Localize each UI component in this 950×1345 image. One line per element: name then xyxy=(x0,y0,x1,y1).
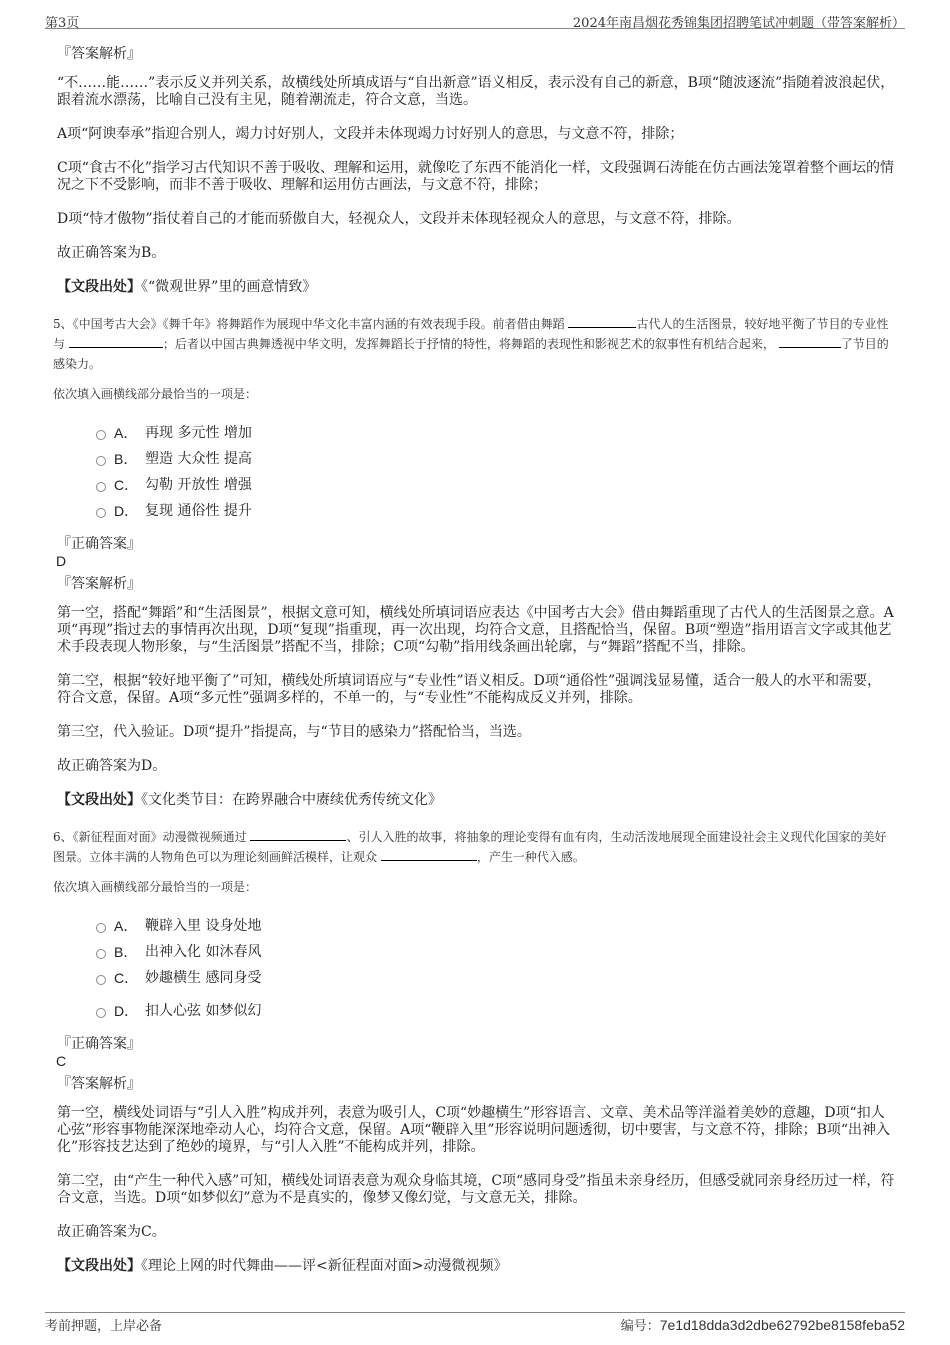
correct-answer-label: 『正确答案』 xyxy=(57,1036,141,1052)
q6-text-part: ，产生一种代入感。 xyxy=(476,850,585,864)
option-letter: A． xyxy=(114,425,138,441)
radio-button[interactable] xyxy=(96,430,106,440)
option-text: 塑造 大众性 提高 xyxy=(145,451,252,467)
document-title: 2024年南昌烟花秀锦集团招聘笔试冲刺题（带答案解析） xyxy=(572,16,905,31)
option-letter: B． xyxy=(114,451,138,467)
footer-slogan: 考前押题，上岸必备 xyxy=(45,1319,163,1334)
answer-blank xyxy=(779,334,841,348)
q6-text-part: 、引人入胜的故事，将抽象的理论变得有血有肉，生动活泼地展现全面建设社会主义现代化国家的美好图景。立体丰满的人物角色可以为理论刻画鲜活模样，让观众 xyxy=(53,830,887,864)
source-title: 《理论上网的时代舞曲——评<新征程面对面>动漫微视频》 xyxy=(141,1258,508,1274)
prev-analysis-paragraph: “不……能……”表示反义并列关系，故横线处所填成语与“自出新意”语义相反，表示没有自己的新意，B项“随波逐流”指随着波浪起伏，跟着流水漂荡，比喻自己没有主见，随着潮流走，符合文意，当选。 xyxy=(57,75,895,108)
correct-answer-value: D xyxy=(56,553,67,569)
option-text: 扣人心弦 如梦似幻 xyxy=(145,1003,262,1019)
question-6-prompt: 依次填入画横线部分最恰当的一项是： xyxy=(53,880,258,894)
q5-text-part: 古代人的生活图景，较好地平衡了节目的专业性与 xyxy=(53,317,889,351)
prev-analysis-label: 『答案解析』 xyxy=(57,46,141,62)
q5-text-part: ；后者以中国古典舞透视中华文明，发挥舞蹈长于抒情的特性，将舞蹈的表现性和影视艺术的叙事性有机结合起来， xyxy=(162,337,775,351)
analysis-label: 『答案解析』 xyxy=(57,576,141,592)
answer-blank xyxy=(250,827,346,841)
q5-text-part: 5、《中国考古大会》《舞千年》将舞蹈作为展现中华文化丰富内涵的有效表现手段。前者借由舞蹈 xyxy=(53,317,565,331)
radio-button[interactable] xyxy=(96,1008,106,1018)
question-5-text xyxy=(53,314,895,374)
option-letter: A． xyxy=(114,918,138,934)
option-text: 再现 多元性 增加 xyxy=(145,425,252,441)
page-number: 第3页 xyxy=(45,16,80,31)
option-letter: C． xyxy=(114,477,139,493)
prev-source xyxy=(57,279,895,296)
source-label: 【文段出处】 xyxy=(57,792,141,808)
source-label: 【文段出处】 xyxy=(57,279,141,295)
prev-analysis-paragraph: A项“阿谀奉承”指迎合别人，竭力讨好别人，文段并未体现竭力讨好别人的意思，与文意不符，排除； xyxy=(57,126,684,142)
option-d[interactable] xyxy=(96,502,895,528)
option-a[interactable] xyxy=(96,917,895,943)
option-text: 勾勒 开放性 增强 xyxy=(145,477,252,493)
source-label: 【文段出处】 xyxy=(57,1258,141,1274)
correct-answer-value: C xyxy=(56,1053,67,1069)
correct-answer-label: 『正确答案』 xyxy=(57,536,141,552)
option-letter: D． xyxy=(114,503,139,519)
answer-blank xyxy=(568,314,636,328)
analysis-conclusion: 故正确答案为C。 xyxy=(57,1224,166,1240)
analysis-conclusion: 故正确答案为D。 xyxy=(57,758,167,774)
option-a[interactable] xyxy=(96,424,895,450)
prev-analysis-paragraph: C项“食古不化”指学习古代知识不善于吸收、理解和运用，就像吃了东西不能消化一样，文段强调石涛能在仿古画法笼罩着整个画坛的情况之下不受影响，而非不善于吸收、理解和运用仿古画法，与文意不符，排除； xyxy=(57,160,895,193)
q6-text-part: 6、《新征程面对面》动漫微视频通过 xyxy=(53,830,247,844)
analysis-label: 『答案解析』 xyxy=(57,1076,141,1092)
analysis-paragraph: 第二空，由“产生一种代入感”可知，横线处词语表意为观众身临其境，C项“感同身受”指虽未亲身经历，但感受就同亲身经历过一样，符合文意，当选。D项“如梦似幻”意为不是真实的，像梦又像幻觉，与文意无关，排除。 xyxy=(57,1173,895,1206)
radio-button[interactable] xyxy=(96,482,106,492)
analysis-paragraph: 第一空，搭配“舞蹈”和“生活图景”，根据文意可知，横线处所填词语应表达《中国考古大会》借由舞蹈重现了古代人的生活图景之意。A项“再现”指过去的事情再次出现，D项“复现”指重现，再一次出现，均符合文意，且搭配恰当，保留。B项“塑造”指用语言文字或其他艺术手段表现人物形象，与“生活图景”搭配不当，排除；C项“勾勒”指用线条画出轮廓，与“舞蹈”搭配不当，排除。 xyxy=(57,605,894,655)
q6-source xyxy=(57,1258,895,1275)
analysis-paragraph: 第三空，代入验证。D项“提升”指提高，与“节目的感染力”搭配恰当，当选。 xyxy=(57,724,531,740)
radio-button[interactable] xyxy=(96,456,106,466)
source-title: 《文化类节目：在跨界融合中赓续优秀传统文化》 xyxy=(141,792,442,808)
code-label: 编号： xyxy=(620,1319,660,1334)
page-header xyxy=(45,9,905,29)
page-content xyxy=(53,46,895,1293)
option-text: 复现 通俗性 提升 xyxy=(145,503,252,519)
option-text: 鞭辟入里 设身处地 xyxy=(145,918,262,934)
prev-analysis-paragraph: D项“恃才傲物”指仗着自己的才能而骄傲自大，轻视众人，文段并未体现轻视众人的意思，与文意不符，排除。 xyxy=(57,211,741,227)
option-c[interactable] xyxy=(96,476,895,502)
option-text: 出神入化 如沐春风 xyxy=(145,944,262,960)
radio-button[interactable] xyxy=(96,508,106,518)
option-letter: B． xyxy=(114,944,138,960)
answer-blank xyxy=(69,334,163,348)
document-code xyxy=(621,1315,905,1334)
radio-button[interactable] xyxy=(96,949,106,959)
prev-conclusion: 故正确答案为B。 xyxy=(57,245,166,261)
option-text: 妙趣横生 感同身受 xyxy=(145,970,262,986)
question-5-prompt: 依次填入画横线部分最恰当的一项是： xyxy=(53,387,258,401)
option-b[interactable] xyxy=(96,943,895,969)
question-6-text xyxy=(53,827,895,867)
page-footer xyxy=(45,1312,905,1332)
question-6-options xyxy=(96,917,895,1028)
answer-blank xyxy=(381,847,477,861)
option-d[interactable] xyxy=(96,1002,895,1028)
option-c[interactable] xyxy=(96,969,895,995)
source-title: 《“微观世界”里的画意情致》 xyxy=(141,279,317,295)
q5-text-part: 了节目的感染力。 xyxy=(53,337,889,371)
radio-button[interactable] xyxy=(96,975,106,985)
code-value: 7e1d18dda3d2dbe62792be8158feba52 xyxy=(659,1317,905,1333)
analysis-paragraph: 第一空，横线处词语与“引人入胜”构成并列，表意为吸引人，C项“妙趣横生”形容语言、文章、美术品等洋溢着美妙的意趣，D项“扣人心弦”形容事物能深深地牵动人心，均符合文意，保留。A项“鞭辟入里”形容说明问题透彻，切中要害，与文意不符，排除；B项“出神入化”形容技艺达到了绝妙的境界，与“引人入胜”不能构成并列，排除。 xyxy=(57,1105,891,1155)
question-5-options xyxy=(96,424,895,528)
option-b[interactable] xyxy=(96,450,895,476)
q5-source xyxy=(57,792,895,809)
option-letter: C． xyxy=(114,970,139,986)
radio-button[interactable] xyxy=(96,923,106,933)
option-letter: D． xyxy=(114,1003,139,1019)
analysis-paragraph: 第二空，根据“较好地平衡了”可知，横线处所填词语应与“专业性”语义相反。D项“通俗性”强调浅显易懂，适合一般人的水平和需要，符合文意，保留。A项“多元性”强调多样的，不单一的，与“专业性”不能构成反义并列，排除。 xyxy=(57,673,882,706)
